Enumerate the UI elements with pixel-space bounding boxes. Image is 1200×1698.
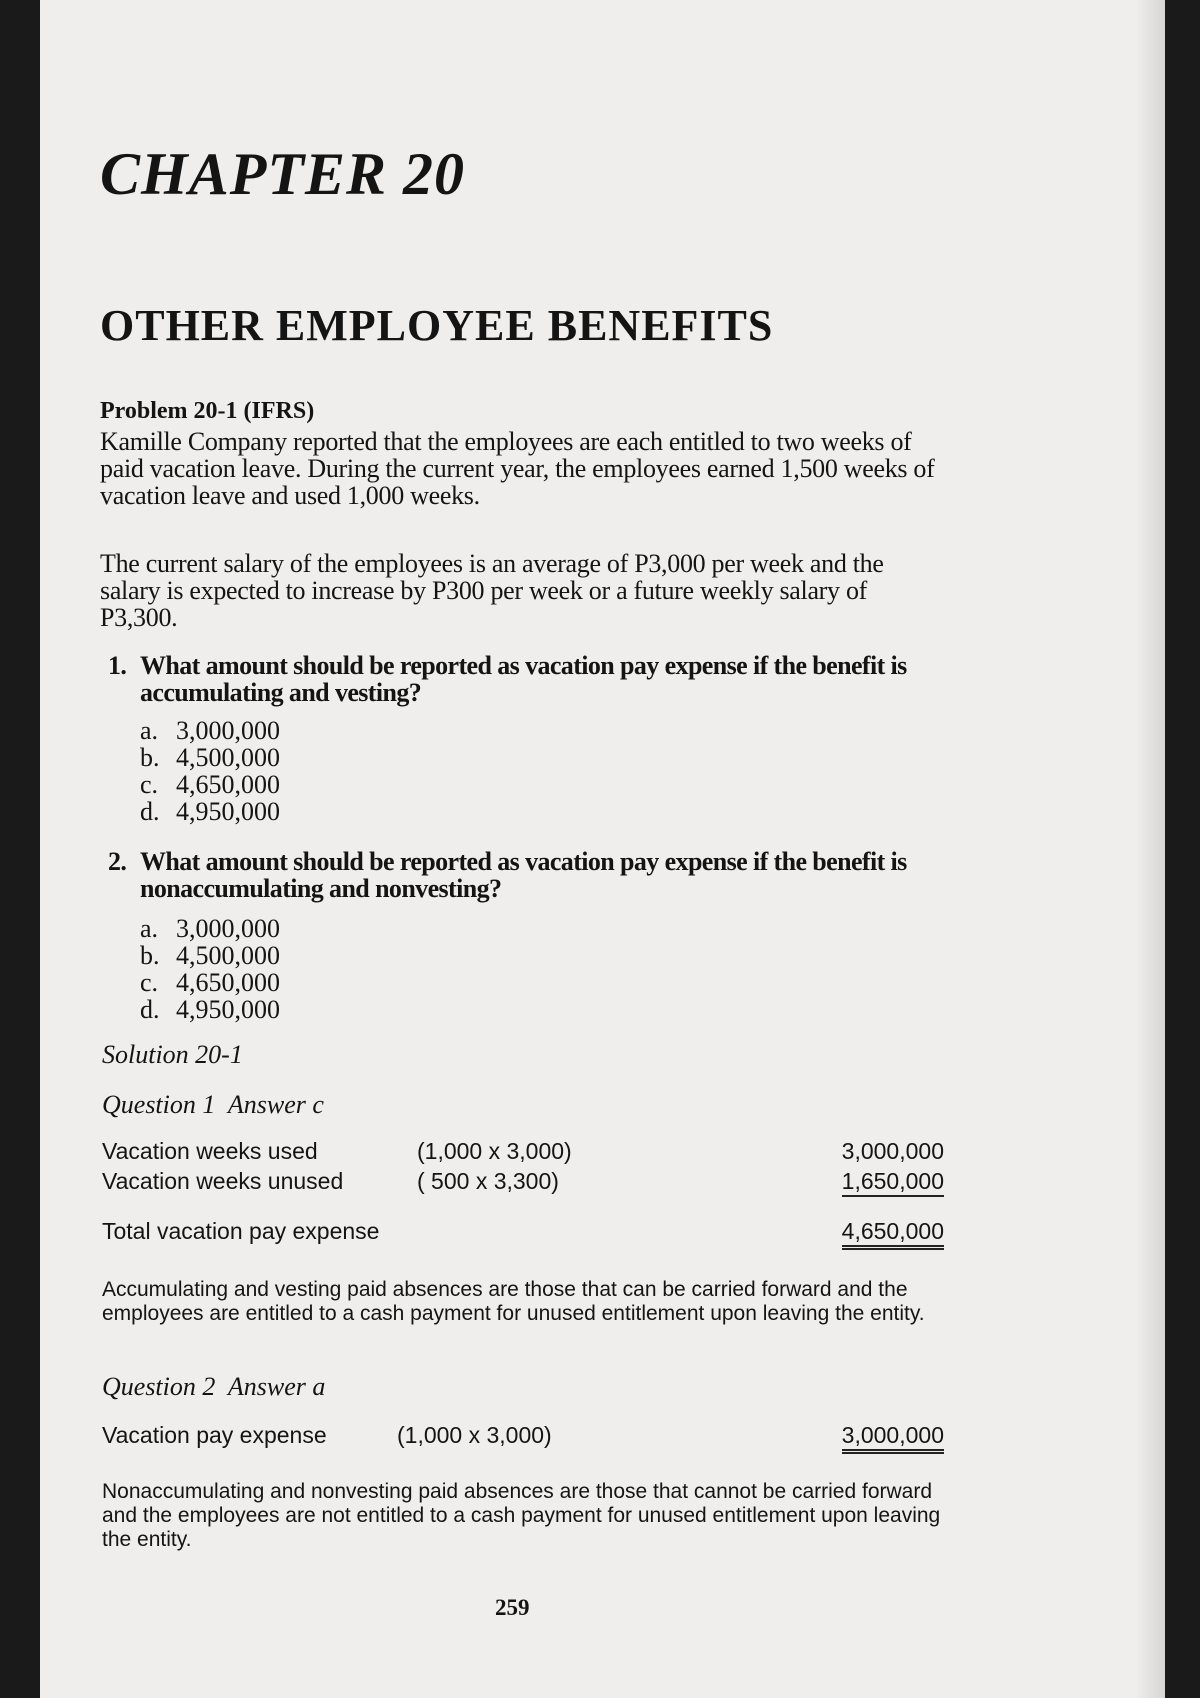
option-item: b. 4,500,000 [140,941,280,970]
total-row: Total vacation pay expense 4,650,000 [102,1218,952,1248]
problem-paragraph: The current salary of the employees is an average of P3,000 per week and the salary is expected to increase by P300 per week or a future weekly salary of P3,300. [100,549,884,632]
explanation-paragraph: Nonaccumulating and nonvesting paid absences are those that cannot be carried forward and the employees are not entitled to a cash payment for unused entitlement upon leaving the entity. [102,1480,941,1551]
problem-heading: Problem 20-1 (IFRS) [100,398,315,424]
question-number: 1. [108,651,127,680]
answer-label: Question 1 Answer c [102,1090,324,1119]
chapter-subtitle: OTHER EMPLOYEE BENEFITS [100,301,774,350]
option-item: c. 4,650,000 [140,968,280,997]
page-number: 259 [495,1595,530,1620]
option-item: b. 4,500,000 [140,743,280,772]
question-options [140,915,280,1023]
option-item: a. 3,000,000 [140,716,280,745]
answer-label: Question 2 Answer a [102,1372,326,1401]
question-number: 2. [108,847,127,876]
chapter-title: CHAPTER 20 [100,141,466,207]
problem-paragraph: Kamille Company reported that the employees are each entitled to two weeks of paid vacation leave. During the current year, the employees earned 1,500 weeks of vacation leave and used 1,000 weeks. [100,427,935,510]
explanation-paragraph: Accumulating and vesting paid absences are those that can be carried forward and the employees are entitled to a cash payment for unused entitlement upon leaving the entity. [102,1278,925,1325]
book-page [40,0,1165,1698]
option-item: d. 4,950,000 [140,797,280,826]
computation-row: Vacation weeks used (1,000 x 3,000) 3,000,000 [102,1138,944,1164]
option-item: d. 4,950,000 [140,995,280,1024]
question-text: What amount should be reported as vacation pay expense if the benefit is accumulating and vesting? [140,651,907,707]
computation-row: Vacation weeks unused ( 500 x 3,300) 1,650,000 [102,1168,952,1198]
computation-row: Vacation pay expense (1,000 x 3,000) 3,000,000 [102,1422,952,1452]
option-item: a. 3,000,000 [140,914,280,943]
question-options [140,717,280,825]
option-item: c. 4,650,000 [140,770,280,799]
question-text: What amount should be reported as vacation pay expense if the benefit is nonaccumulating and nonvesting? [140,847,907,903]
solution-heading: Solution 20-1 [102,1040,243,1069]
